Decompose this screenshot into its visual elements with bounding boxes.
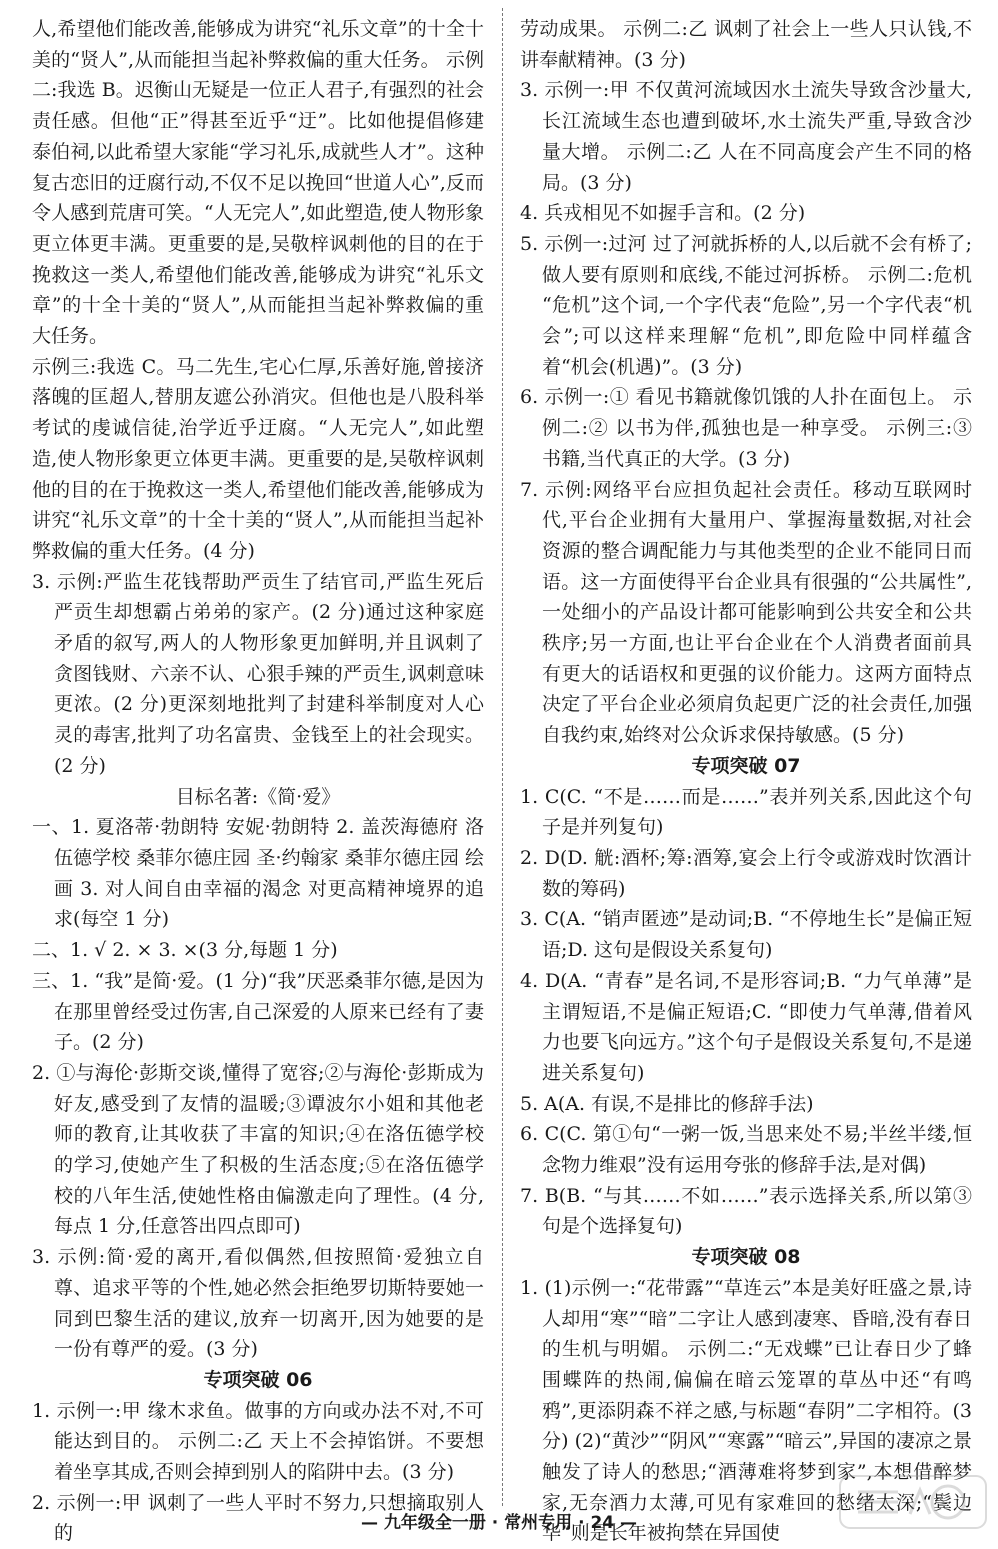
answer-item: 三、1. “我”是简·爱。(1 分)“我”厌恶桑菲尔德,是因为在那里曾经受过伤害,自己深爱的人原来已经有了妻子。(2 分) xyxy=(32,969,484,1054)
answer-item: 二、1. √ 2. × 3. ×(3 分,每题 1 分) xyxy=(32,939,338,962)
answer-item: 6. 示例一:① 看见书籍就像饥饿的人扑在面包上。 示例二:② 以书为伴,孤独也是一种享受。 示例三:③ 书籍,当代真正的大学。(3 分) xyxy=(520,386,972,470)
answer-item: 5. 示例一:过河 过了河就拆桥的人,以后就不会有桥了;做人要有原则和底线,不能过河拆桥。 示例二:危机 “危机”这个词,一个字代表“危险”,另一个字代表“机会”;可以这样来理解“危机”,即危险中同样蕴含着“机会(机遇)”。(3 分) xyxy=(520,232,972,378)
section-heading-06: 专项突破 06 xyxy=(203,1368,313,1391)
answer-item: 5. A(A. 有误,不是排比的修辞手法) xyxy=(520,1092,814,1115)
answer-item: 3. C(A. “销声匿迹”是动词;B. “不停地生长”是偏正短语;D. 这句是假设关系复句) xyxy=(520,908,972,962)
answer-item: 3. 示例:严监生花钱帮助严贡生了结官司,严监生死后严贡生却想霸占弟弟的家产。(2 分)通过这种家庭矛盾的叙写,两人的人物形象更加鲜明,并且讽刺了贪图钱财、六亲不认、心狠手辣的严贡生,讽刺意味更浓。(2 分)更深刻地批判了封建科举制度对人心灵的毒害,批判了功名富贵、金钱至上的社会现实。(2 分) xyxy=(32,570,484,777)
answer-item: 2. 示例一:甲 讽刺了一些人平时不努力,只想摘取别人的 xyxy=(32,1491,484,1545)
left-column xyxy=(32,14,484,1549)
watermark-logo xyxy=(838,1474,988,1530)
page-footer: — 九年级全一册 · 常州专用 · 24 — xyxy=(360,1513,638,1533)
answer-item: 3. 示例一:甲 不仅黄河流域因水土流失导致含沙量大,长江流域生态也遭到破坏,水土流失严重,导致含沙量大增。 示例二:乙 人在不同高度会产生不同的格局。(3 分) xyxy=(520,79,972,194)
answer-item: 1. C(C. “不是……而是……”表并列关系,因此这个句子是并列复句) xyxy=(520,785,972,839)
answer-item: 4. D(A. “青春”是名词,不是形容词;B. “力气单薄”是主谓短语,不是偏正短语;C. “即使力气单薄,借着风力也要飞向远方。”这个句子是假设关系复句,不是递进关系复句) xyxy=(520,969,972,1084)
answer-item: 1. 示例一:甲 缘木求鱼。做事的方向或办法不对,不可能达到目的。 示例二:乙 天上不会掉馅饼。不要想着坐享其成,否则会掉到别人的陷阱中去。(3 分) xyxy=(32,1399,484,1484)
answer-item: 4. 兵戎相见不如握手言和。(2 分) xyxy=(520,202,806,225)
answer-item: 2. ①与海伦·彭斯交谈,懂得了宽容;②与海伦·彭斯成为好友,感受到了友情的温暖;③谭波尔小姐和其他老师的教育,让其收获了丰富的知识;④在洛伍德学校的学习,使她产生了积极的生活态度;⑤在洛伍德学校的八年生活,使她性格由偏激走向了理性。(4 分,每点 1 分,任意答出四点即可) xyxy=(32,1061,484,1238)
answer-item: 1. (1)示例一:“花带露”“草连云”本是美好旺盛之景,诗人却用“寒”“暗”二字让人感到凄寒、昏暗,没有春日的生机与明媚。 示例二:“无戏蝶”已让春日少了蜂围蝶阵的热闹,偏偏在暗云笼罩的草丛中还“有鸣鸦”,更添阴森不祥之感,与标题“春阴”二字相符。(3 分) (2)“黄沙”“阴风”“寒露”“暗云”,异国的凄凉之景触发了诗人的愁思;“酒薄难将梦到家”,本想借醉梦家,无奈酒力太薄,可见有家难回的愁绪太深;“鬓边华”则是长年被拘禁在异国使 xyxy=(520,1276,972,1545)
answer-paragraph: 示例三:我选 C。马二先生,宅心仁厚,乐善好施,曾接济落魄的匡超人,替朋友遮公孙消灾。但他也是八股科举考试的虔诚信徒,治学近乎迂腐。“人无完人”,如此塑造,使人物形象更立体更丰满。更重要的是,吴敬梓讽刺他的目的在于挽救这一类人,希望他们能改善,能够成为讲究“礼乐文章”的十全十美的“贤人”,从而能担当起补弊救偏的重大任务。(4 分) xyxy=(32,355,484,562)
section-heading-jane-eyre: 目标名著:《简·爱》 xyxy=(175,785,341,808)
answer-item: 2. D(D. 觥:酒杯;筹:酒筹,宴会上行令或游戏时饮酒计数的筹码) xyxy=(520,846,972,900)
answer-item: 一、1. 夏洛蒂·勃朗特 安妮·勃朗特 2. 盖茨海德府 洛伍德学校 桑菲尔德庄园 圣·约翰家 桑菲尔德庄园 绘画 3. 对人间自由幸福的渴念 对更高精神境界的追求(每空 1 分) xyxy=(32,816,484,931)
answer-paragraph: 人,希望他们能改善,能够成为讲究“礼乐文章”的十全十美的“贤人”,从而能担当起补弊救偏的重大任务。 示例二:我选 B。迟衡山无疑是一位正人君子,有强烈的社会责任感。但他“正”得甚至近乎“迂”。比如他提倡修建泰伯祠,以此希望大家能“学习礼乐,成就些人才”。这种复古恋旧的迂腐行动,不仅不足以挽回“世道人心”,反而令人感到荒唐可笑。“人无完人”,如此塑造,使人物形象更立体更丰满。更重要的是,吴敬梓讽刺他的目的在于挽救这一类人,希望他们能改善,能够成为讲究“礼乐文章”的十全十美的“贤人”,从而能担当起补弊救偏的重大任务。 xyxy=(32,18,484,348)
answer-item: 7. 示例:网络平台应担负起社会责任。移动互联网时代,平台企业拥有大量用户、掌握海量数据,对社会资源的整合调配能力与其他类型的企业不能同日而语。这一方面使得平台企业具有很强的“公共属性”,一处细小的产品设计都可能影响到公共安全和公共秩序;另一方面,也让平台企业在个人消费者面前具有更大的话语权和更强的议价能力。这两方面特点决定了平台企业必须肩负起更广泛的社会责任,加强自我约束,始终对公众诉求保持敏感。(5 分) xyxy=(520,478,972,747)
column-divider xyxy=(502,8,503,1506)
answer-paragraph: 劳动成果。 示例二:乙 讽刺了社会上一些人只认钱,不讲奉献精神。(3 分) xyxy=(520,18,972,71)
section-heading-07: 专项突破 07 xyxy=(691,754,801,777)
section-heading-08: 专项突破 08 xyxy=(691,1246,801,1269)
answer-item: 7. B(B. “与其……不如……”表示选择关系,所以第③句是个选择复句) xyxy=(520,1184,972,1238)
answer-item: 3. 示例:简·爱的离开,看似偶然,但按照简·爱独立自尊、追求平等的个性,她必然会拒绝罗切斯特要她一同到巴黎生活的建议,放弃一切离开,因为她要的是一份有尊严的爱。(3 分) xyxy=(32,1246,484,1361)
answer-item: 6. C(C. 第①句“一粥一饭,当思来处不易;半丝半缕,恒念物力维艰”没有运用夸张的修辞手法,是对偶) xyxy=(520,1123,972,1177)
right-column xyxy=(520,14,972,1549)
